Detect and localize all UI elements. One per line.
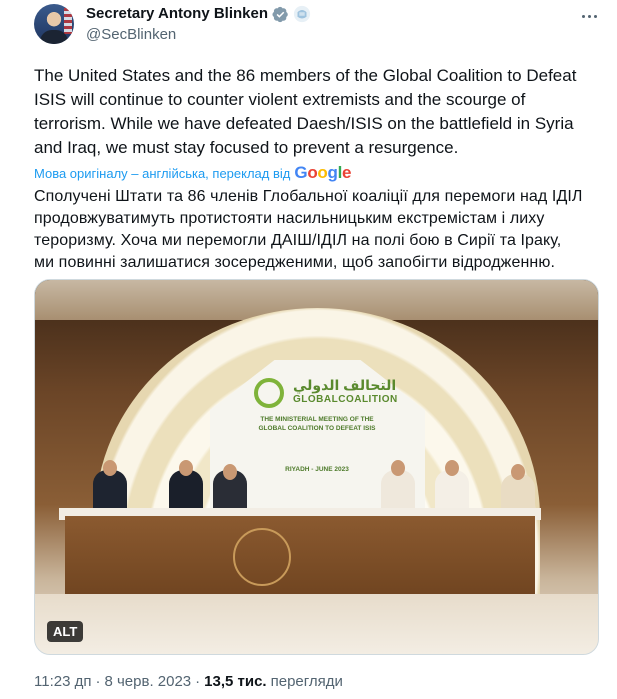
- author-display-name[interactable]: Secretary Antony Blinken: [86, 5, 268, 22]
- translated-text-line: тероризму. Хоча ми перемогли ДАІШ/ІДІЛ на полі бою в Сирії та Іраку,: [34, 232, 562, 249]
- verified-badge-icon[interactable]: [272, 6, 289, 23]
- views-count: 13,5 тис.: [204, 673, 267, 690]
- tweet-header: [34, 4, 603, 46]
- tweet-text-line: The United States and the 86 members of the Global Coalition to Defeat: [34, 66, 577, 85]
- avatar[interactable]: [34, 4, 74, 44]
- translation-attribution[interactable]: [34, 163, 351, 183]
- meeting-line: GLOBAL COALITION TO DEFEAT ISIS: [258, 425, 376, 432]
- google-logo: Google: [294, 163, 352, 182]
- translated-text-line: Сполучені Штати та 86 членів Глобальної коаліції для перемоги над ІДІЛ: [34, 188, 583, 205]
- photo-floor: [35, 594, 598, 654]
- dot: [594, 15, 597, 18]
- coalition-logo-icon: [254, 378, 284, 408]
- translated-text: [34, 186, 606, 274]
- author-display-name-row[interactable]: [86, 4, 311, 24]
- author-handle[interactable]: @SecBlinken: [86, 26, 177, 43]
- tweet-text-line: terrorism. While we have defeated Daesh/ISIS on the battlefield in Syria: [34, 114, 574, 133]
- tweet-text: [34, 64, 606, 160]
- coalition-logo-text: GLOBALCOALITION: [293, 394, 398, 405]
- author-names: [86, 4, 311, 45]
- views-label: перегляди: [270, 673, 343, 690]
- tweet-date[interactable]: 8 черв. 2023: [104, 673, 192, 690]
- photo-table-emblem: [233, 528, 291, 586]
- photo-person-head: [511, 464, 525, 480]
- photo-person-head: [103, 460, 117, 476]
- photo-person-head: [445, 460, 459, 476]
- flag-decoration: [64, 8, 72, 34]
- photo-person-head: [179, 460, 193, 476]
- meta-separator: ·: [195, 673, 201, 690]
- dot: [582, 15, 585, 18]
- tweet-time[interactable]: 11:23 дп: [34, 673, 92, 690]
- translated-text-line: ми повинні залишатися зосередженими, щоб запобігти відродженню.: [34, 254, 556, 271]
- translated-text-line: продовжуватимуть протистояти насильницьким екстремістам і лиху: [34, 210, 545, 227]
- meeting-line: RIYADH - JUNE 2023: [285, 466, 349, 473]
- tweet-text-line: and Iraq, we must stay focused to prevent a resurgence.: [34, 138, 459, 157]
- coalition-logo-arabic: التحالف الدولي: [293, 377, 397, 393]
- government-flag-icon[interactable]: [293, 5, 311, 23]
- photo-table: [65, 516, 535, 602]
- meeting-line: THE MINISTERIAL MEETING OF THE: [260, 416, 374, 423]
- dot: [588, 15, 591, 18]
- meta-separator: ·: [95, 673, 101, 690]
- more-options-icon[interactable]: [577, 6, 601, 26]
- photo-person-head: [223, 464, 237, 480]
- tweet-photo[interactable]: [34, 279, 599, 655]
- translation-note[interactable]: Мова оригіналу – англійська, переклад від: [34, 165, 291, 181]
- tweet-meta: [34, 673, 343, 690]
- photo-person-head: [391, 460, 405, 476]
- avatar-figure: [40, 30, 68, 44]
- tweet-text-line: ISIS will continue to counter violent extremists and the scourge of: [34, 90, 526, 109]
- alt-text-button[interactable]: ALT: [47, 621, 83, 642]
